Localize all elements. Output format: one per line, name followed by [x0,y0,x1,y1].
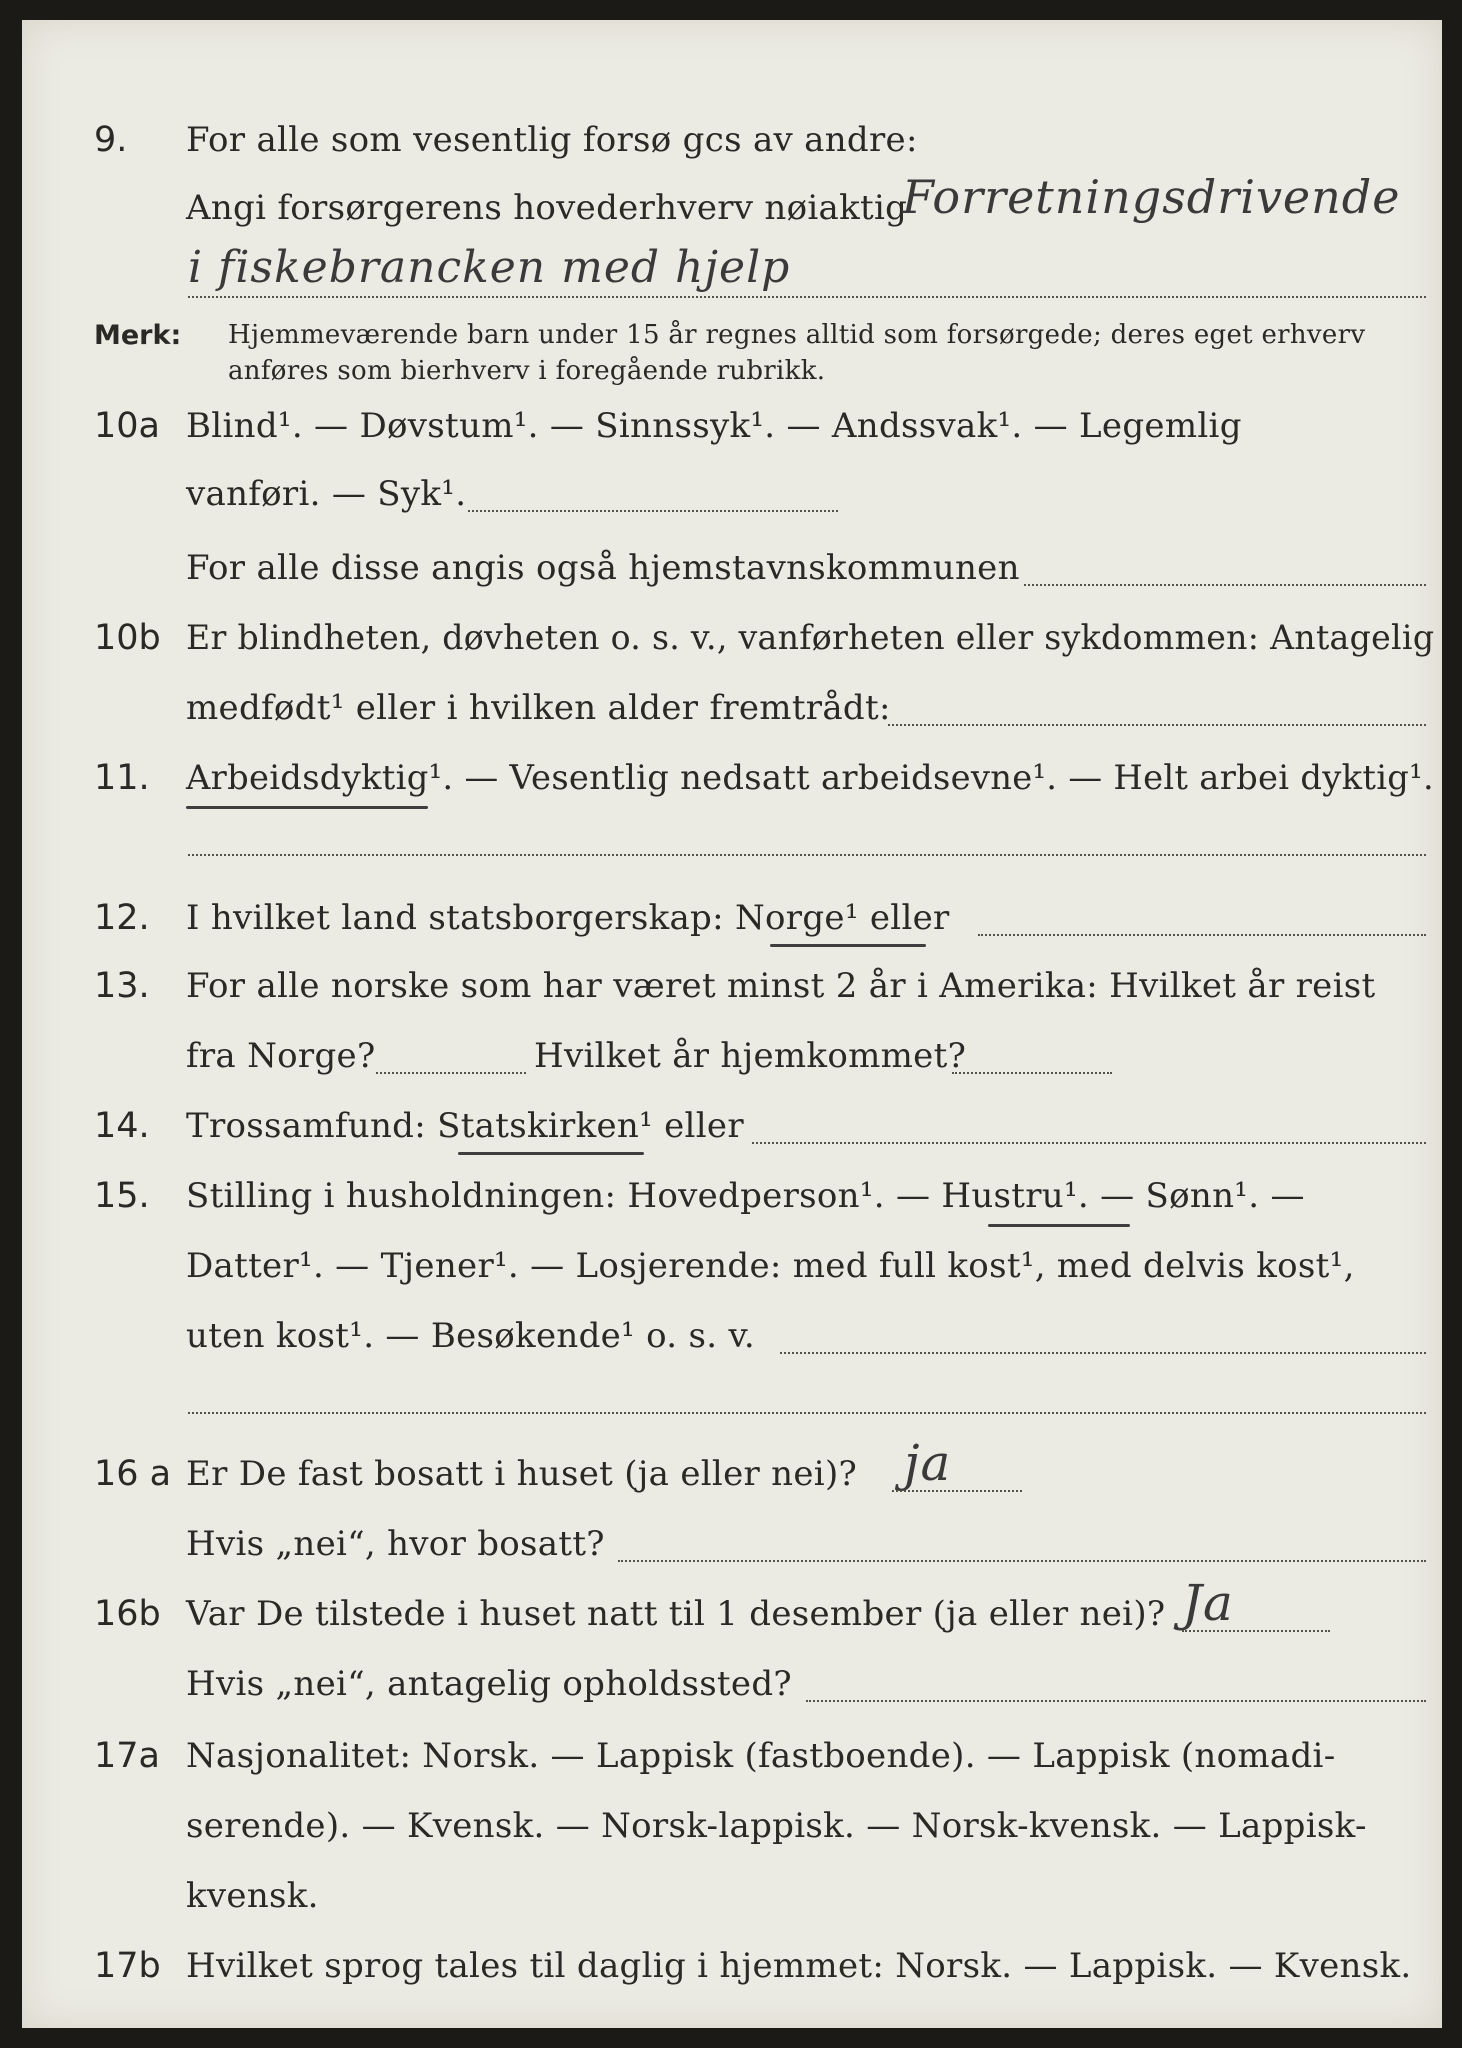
note-label: Merk: [94,320,182,351]
handwritten-occupation: Forretningsdrivende [902,170,1401,224]
question-number: 15. [94,1176,150,1216]
question-text: Blind¹. — Døvstum¹. — Sinnssyk¹. — Andssvak¹. — Legemlig [186,406,1242,446]
question-text: Er De fast bosatt i huset (ja eller nei)? [186,1454,858,1494]
question-17a [22,1728,1442,1786]
question-number: 12. [94,898,150,938]
question-9 [22,112,1442,170]
question-text: Trossamfund: Statskirken¹ eller [186,1106,744,1146]
answer-line [188,296,1426,298]
handwritten-underline [186,806,428,809]
handwritten-underline [988,1224,1130,1227]
question-10a [22,398,1442,456]
answer-line [952,1072,1112,1074]
answer-line [1024,584,1426,586]
question-14 [22,1098,1442,1156]
handwritten-underline [458,1152,644,1155]
question-text: Datter¹. — Tjener¹. — Losjerende: med full kost¹, med delvis kost¹, [186,1246,1355,1286]
question-16b-cont [22,1656,1442,1714]
question-text: Angi forsørgerens hovederhverv nøiaktig [186,188,908,228]
question-11 [22,750,1442,808]
question-16b [22,1574,1442,1644]
answer-line [978,934,1426,936]
question-15 [22,1168,1442,1226]
answer-line [188,1412,1426,1414]
question-10b [22,610,1442,668]
question-number: 11. [94,758,150,798]
question-number: 14. [94,1106,150,1146]
question-17a-cont2 [22,1868,1442,1926]
question-9-occupation-cont [22,242,1442,306]
question-text: fra Norge? [186,1036,376,1076]
question-text: Var De tilstede i huset natt til 1 desember (ja eller nei)? [186,1594,1166,1634]
handwritten-answer: ja [904,1434,952,1492]
answer-line [618,1560,1426,1562]
question-text: kvensk. [186,1876,319,1916]
question-11-line [22,810,1442,868]
answer-line [892,1490,1022,1492]
answer-line [188,854,1426,856]
question-text: vanføri. — Syk¹. [186,474,467,514]
handwritten-occupation-cont: i fiskebrancken med hjelp [188,242,791,293]
question-text: Nasjonalitet: Norsk. — Lappisk (fastboende). — Lappisk (nomadi- [186,1736,1336,1776]
question-number: 16b [94,1594,161,1634]
question-13 [22,958,1442,1016]
note-text-2: anføres som bierhverv i foregående rubrikk. [228,356,826,386]
question-12 [22,890,1442,948]
question-text: Hvilket år hjemkommet? [534,1036,967,1076]
note-text-1: Hjemmeværende barn under 15 år regnes alltid som forsørgede; deres eget erhverv [228,320,1366,350]
answer-line [752,1142,1426,1144]
question-text: For alle norske som har været minst 2 år i Amerika: Hvilket år reist [186,966,1376,1006]
question-number: 17b [94,1946,161,1986]
answer-line [1182,1630,1330,1632]
answer-line [806,1700,1426,1702]
question-text: Er blindheten, døvheten o. s. v., vanførheten eller sykdommen: Antagelig [186,618,1435,658]
question-15-line [22,1368,1442,1426]
question-16a-cont [22,1516,1442,1574]
question-text: Hvilket sprog tales til daglig i hjemmet: Norsk. — Lappisk. — Kvensk. [186,1946,1412,1986]
question-number: 13. [94,966,150,1006]
census-form-page [22,20,1442,2028]
question-number: 16 a [94,1454,172,1494]
question-text: Hvis „nei“, antagelig opholdssted? [186,1664,792,1704]
question-9-occupation [22,170,1442,238]
answer-line [888,724,1426,726]
question-17a-cont [22,1798,1442,1856]
handwritten-answer: Ja [1182,1574,1234,1632]
question-10b-cont [22,680,1442,738]
answer-line [468,510,838,512]
answer-line [376,1072,526,1074]
question-text: Hvis „nei“, hvor bosatt? [186,1524,605,1564]
question-10a-home [22,540,1442,598]
question-text: I hvilket land statsborgerskap: Norge¹ eller [186,898,950,938]
question-13-cont [22,1028,1442,1086]
question-text: Arbeidsdyktig¹. — Vesentlig nedsatt arbeidsevne¹. — Helt arbei dyktig¹. [186,758,1435,798]
question-15-cont [22,1238,1442,1296]
question-10a-cont [22,466,1442,524]
note-merk [22,310,1442,390]
question-15-cont2 [22,1308,1442,1366]
question-16a [22,1434,1442,1504]
question-17b [22,1938,1442,1996]
question-number: 17a [94,1736,160,1776]
question-text: uten kost¹. — Besøkende¹ o. s. v. [186,1316,756,1356]
question-text: serende). — Kvensk. — Norsk-lappisk. — Norsk-kvensk. — Lappisk- [186,1806,1367,1846]
question-text: For alle som vesentlig forsø gcs av andre: [186,120,918,160]
answer-line [780,1352,1426,1354]
question-text: Stilling i husholdningen: Hovedperson¹. — Hustru¹. — Sønn¹. — [186,1176,1305,1216]
question-number: 10a [94,406,160,446]
question-number: 10b [94,618,161,658]
question-text: For alle disse angis også hjemstavnskommunen [186,548,1020,588]
question-number: 9. [94,120,128,160]
question-text: medfødt¹ eller i hvilken alder fremtrådt: [186,688,891,728]
handwritten-underline [770,944,926,947]
